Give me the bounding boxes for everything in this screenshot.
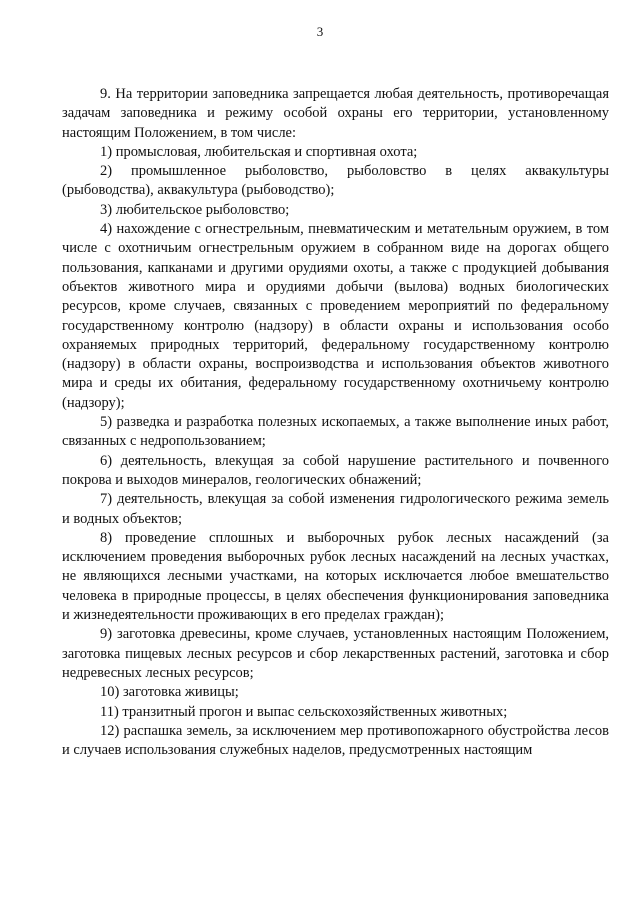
paragraph-item-9: 9. На территории заповедника запрещается любая деятельность, противоречащая задачам заповедника и режиму особой охраны его территории, установленному настоящим Положением, в том числе: <box>62 86 609 141</box>
document-body <box>62 85 609 760</box>
subitem-6-soil-disturbance: 6) деятельность, влекущая за собой нарушение растительного и почвенного покрова и выходов минералов, геологических обнажений; <box>62 452 609 488</box>
subitem-9-timber-harvesting: 9) заготовка древесины, кроме случаев, установленных настоящим Положением, заготовка пищевых лесных ресурсов и сбор лекарственных растений, заготовка и сбор недревесных лесных ресурсов; <box>62 626 609 681</box>
subitem-7-hydrology: 7) деятельность, влекущая за собой изменения гидрологического режима земель и водных объектов; <box>62 491 609 527</box>
subitem-5-mining: 5) разведка и разработка полезных ископаемых, а также выполнение иных работ, связанных с недропользованием; <box>62 414 609 450</box>
subitem-1-hunting: 1) промысловая, любительская и спортивная охота; <box>100 143 418 160</box>
subitem-12-plowing: 12) распашка земель, за исключением мер противопожарного обустройства лесов и случаев использования служебных наделов, предусмотренных настоящим <box>62 722 609 759</box>
subitem-3-amateur-fishing: 3) любительское рыболовство; <box>100 201 290 218</box>
subitem-8-logging: 8) проведение сплошных и выборочных рубок лесных насаждений (за исключением проведения выборочных рубок лесных насаждений на лесных участках, не являющихся лесными участками, на которых исключается любое вмешательство человека в природные процессы, в целях обеспечения функционирования заповедника и жизнедеятельности проживающих в его пределах граждан); <box>62 529 609 624</box>
subitem-10-resin: 10) заготовка живицы; <box>100 684 239 701</box>
subitem-4-weapons: 4) нахождение с огнестрельным, пневматическим и метательным оружием, в том числе с охотничьим огнестрельным оружием в собранном виде на дорогах общего пользования, капканами и другими орудиями охоты, а также с продукцией добывания объектов животного мира и орудиями добычи (вылова) водных биологических ресурсов, кроме случаев, связанных с проведением мероприятий по федеральному государственному контролю (надзору) в области охраны и использования особо охраняемых природных территорий, федеральному государственному контролю (надзору) в области охраны, воспроизводства и использования объектов животного мира и среды их обитания, федеральному государственному охотничьему контролю (надзору); <box>62 221 609 411</box>
page-number: 3 <box>316 24 324 39</box>
subitem-2-industrial-fishing: 2) промышленное рыболовство, рыболовство в целях аквакультуры (рыбоводства), аквакультура (рыбоводство); <box>62 163 609 199</box>
subitem-11-livestock: 11) транзитный прогон и выпас сельскохозяйственных животных; <box>100 703 508 720</box>
